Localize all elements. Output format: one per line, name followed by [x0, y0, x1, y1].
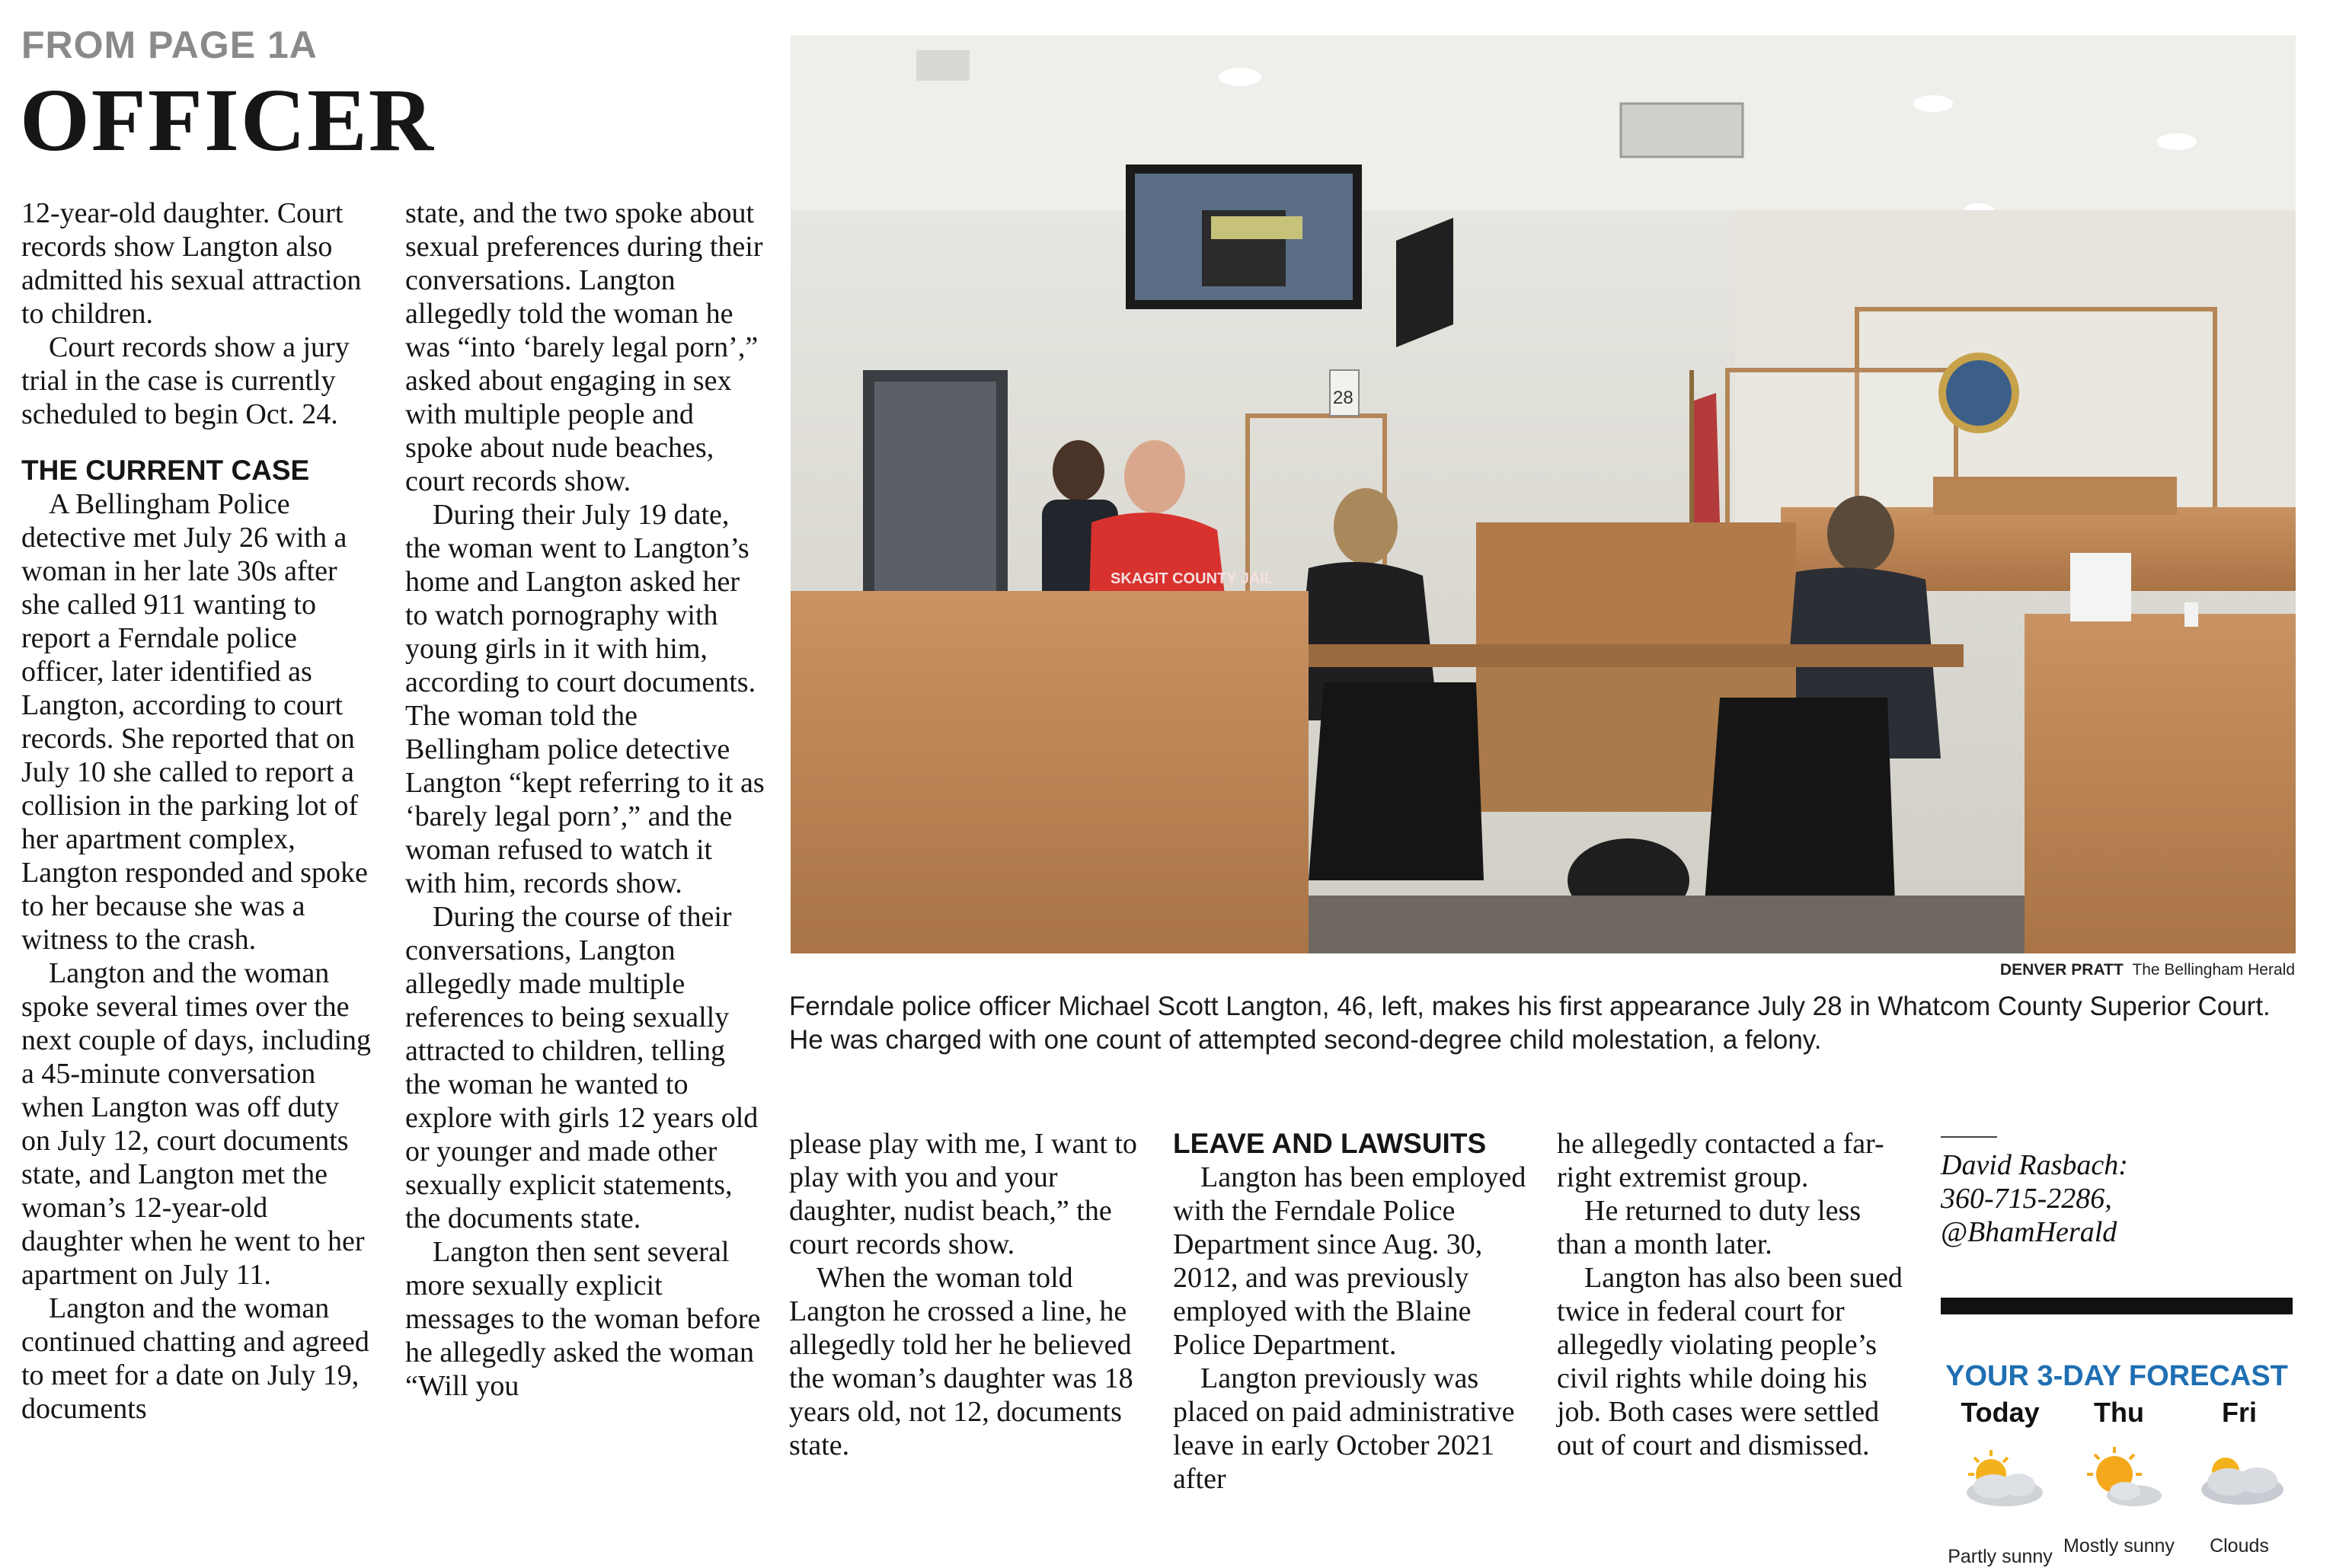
paragraph: During their July 19 date, the woman went to Langton’s home and Langton asked her to watch pornography with young girls in it with him, according to court documents. The woman told the Bellingham police detective Langton “kept referring to it as ‘barely legal porn’,” and the woman refused to watch it with him, records show.: [405, 499, 765, 899]
article-column-5: [1557, 1127, 1912, 1462]
author-signature: [1941, 1148, 2184, 1249]
photo-credit: [2000, 961, 2295, 979]
headline: OFFICER: [20, 70, 435, 170]
subhead-current-case: THE CURRENT CASE: [21, 455, 310, 486]
paragraph: When the woman told Langton he crossed a line, he allegedly told her he believed the woman’s daughter was 18 years old, not 12, documents state.: [789, 1262, 1133, 1461]
paragraph: He returned to duty less than a month later.: [1557, 1195, 1862, 1260]
jumpsuit-text: SKAGIT COUNTY JAIL: [1111, 570, 1274, 587]
paragraph: Langton and the woman continued chatting and agreed to meet for a date on July 19, documents: [21, 1292, 369, 1425]
forecast-title: YOUR 3-DAY FORECAST: [1945, 1360, 2288, 1392]
mostly-sunny-icon: [2070, 1445, 2169, 1514]
forecast-desc-fri: Clouds: [2210, 1535, 2269, 1557]
author-name: David Rasbach:: [1941, 1149, 2128, 1181]
clouds-icon: [2189, 1445, 2288, 1514]
courtroom-photo: [791, 35, 2296, 953]
paragraph: Langton previously was placed on paid administrative leave in early October 2021 after: [1173, 1362, 1515, 1495]
paragraph: Langton has been employed with the Ferndale Police Department since Aug. 30, 2012, and was previously employed with the Blaine Police Department.: [1173, 1161, 1526, 1361]
article-column-2: [405, 196, 765, 1403]
paragraph: A Bellingham Police detective met July 26 with a woman in her late 30s after she called 911 wanting to report a Ferndale police officer, later identified as Langton, according to court records. She reported that on July 10 she called to report a collision in the parking lot of her apartment complex, Langton responded and spoke to her because she was a witness to the crash.: [21, 488, 368, 956]
signature-rule: [1941, 1136, 1997, 1138]
forecast-desc-thu: Mostly sunny: [2063, 1535, 2175, 1557]
photo-caption: Ferndale police officer Michael Scott Langton, 46, left, makes his first appearance July 28 in Whatcom County Superior Court. He was charged with one count of attempted second-degree child molestation, a felony.: [789, 992, 2271, 1055]
author-phone: 360-715-2286,: [1941, 1183, 2112, 1215]
subhead-leave-lawsuits: LEAVE AND LAWSUITS: [1173, 1128, 1487, 1159]
article-column-4: [1173, 1127, 1528, 1496]
forecast-day-thu: Thu: [2094, 1397, 2144, 1428]
paragraph: Langton and the woman spoke several times over the next couple of days, including a 45-minute conversation when Langton was off duty on July 12, court documents state, and Langton met the woman’s 12-year-old daughter when he went to her apartment on July 11.: [21, 957, 372, 1291]
paragraph: 12-year-old daughter. Court records show Langton also admitted his sexual attraction to children.: [21, 197, 362, 330]
article-column-3: [789, 1127, 1149, 1462]
forecast-day-today: Today: [1961, 1397, 2040, 1428]
courtroom-illustration: [791, 35, 2296, 953]
paragraph: Langton has also been sued twice in federal court for allegedly violating people’s civil rights while doing his job. Both cases were settled out of court and dismissed.: [1557, 1262, 1903, 1461]
paragraph: Court records show a jury trial in the case is currently scheduled to begin Oct. 24.: [21, 331, 350, 430]
section-kicker: FROM PAGE 1A: [21, 24, 318, 66]
photographer-name: DENVER PRATT: [1999, 961, 2124, 979]
paragraph: he allegedly contacted a far-right extremist group.: [1557, 1128, 1884, 1193]
paragraph: please play with me, I want to play with you and your daughter, nudist beach,” the court records show.: [789, 1128, 1137, 1260]
room-number-sign: 28: [1333, 388, 1353, 408]
forecast-day-fri: Fri: [2221, 1397, 2257, 1428]
partly-sunny-icon: [1951, 1445, 2050, 1514]
forecast-desc-today: Partly sunny: [1948, 1546, 2053, 1567]
paragraph: state, and the two spoke about sexual preferences during their conversations. Langton allegedly told the woman he was “into ‘barely legal porn’,” asked about engaging in sex with multiple people and spoke about nude beaches, court records show.: [405, 197, 763, 497]
article-column-1: [21, 196, 373, 1426]
author-handle: @BhamHerald: [1941, 1216, 2117, 1248]
credit-org: The Bellingham Herald: [2132, 961, 2295, 979]
paragraph: Langton then sent several more sexually explicit messages to the woman before he allegedly asked the woman “Will you: [405, 1236, 761, 1402]
paragraph: During the course of their conversations, Langton allegedly made multiple references to being sexually attracted to children, telling the woman he wanted to explore with girls 12 years old or younger and made other sexually explicit statements, the documents state.: [405, 901, 759, 1234]
forecast-divider-bar: [1941, 1298, 2293, 1314]
